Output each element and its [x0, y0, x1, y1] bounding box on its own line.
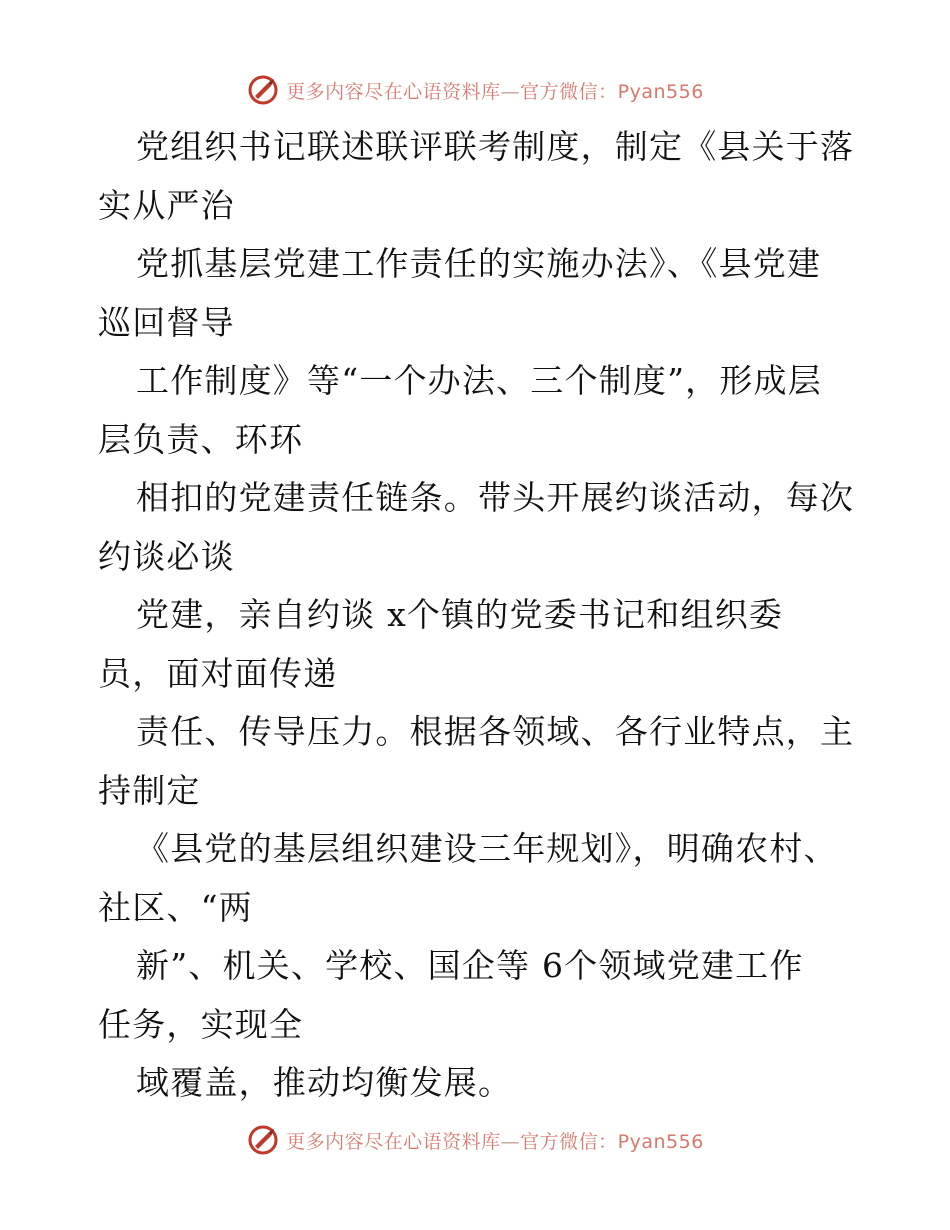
body-line: 工作制度》等“一个办法、三个制度”，形成层 [136, 361, 822, 400]
header-watermark [0, 70, 950, 110]
watermark-logo-icon [246, 73, 280, 107]
watermark-brand: 更多内容尽在心语资料库 [286, 1130, 501, 1153]
watermark-logo-icon [246, 1123, 280, 1157]
body-line: 约谈必谈 [98, 536, 235, 576]
body-line: 相扣的党建责任链条。带头开展约谈活动，每次 [136, 478, 855, 517]
watermark-separator: — [500, 1130, 521, 1153]
body-line: 党建，亲自约谈 x个镇的党委书记和组织委 [136, 595, 784, 634]
watermark-contact: 官方微信：Pyan556 [520, 1130, 704, 1153]
body-line: 责任、传导压力。根据各领域、各行业特点，主 [136, 712, 855, 751]
body-line: 任务，实现全 [98, 1004, 304, 1044]
body-line: 党抓基层党建工作责任的实施办法》、《县党建 [136, 244, 822, 283]
body-line: 巡回督导 [98, 302, 235, 342]
body-line: 层负责、环环 [98, 419, 304, 459]
body-line: 域覆盖，推动均衡发展。 [136, 1063, 513, 1102]
body-line: 社区、“两 [98, 887, 253, 927]
body-line: 新”、机关、学校、国企等 6个领域党建工作 [136, 946, 804, 985]
body-line: 持制定 [98, 770, 201, 810]
watermark-separator: — [500, 80, 521, 103]
watermark-text [286, 77, 704, 104]
document-body [98, 118, 858, 1113]
body-line: 《县党的基层组织建设三年规划》，明确农村、 [136, 829, 838, 868]
watermark-contact: 官方微信：Pyan556 [520, 80, 704, 103]
watermark-brand: 更多内容尽在心语资料库 [286, 80, 501, 103]
body-line: 实从严治 [98, 185, 235, 225]
body-line: 员，面对面传递 [98, 653, 338, 693]
footer-watermark [0, 1120, 950, 1160]
body-line: 党组织书记联述联评联考制度，制定《县关于落 [136, 127, 855, 166]
watermark-text [286, 1127, 704, 1154]
